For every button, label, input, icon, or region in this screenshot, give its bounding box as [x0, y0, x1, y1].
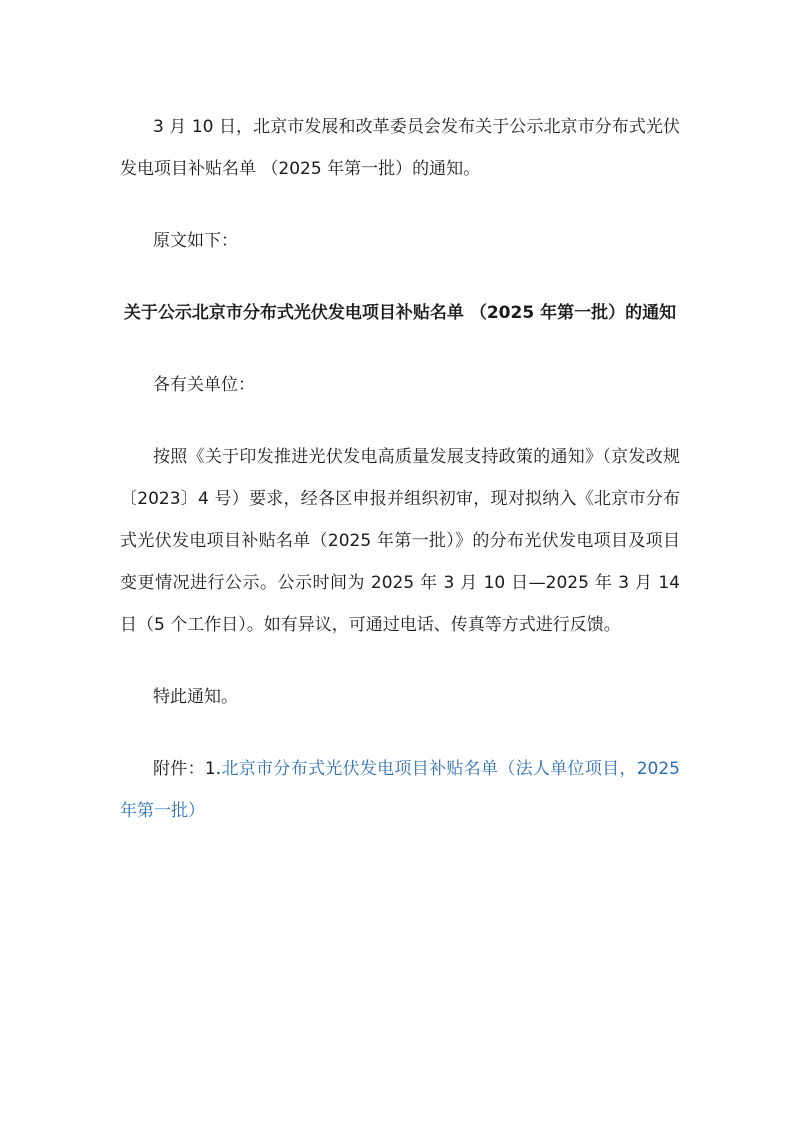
original-text-label: 原文如下：: [153, 231, 238, 251]
document-page: [120, 106, 680, 862]
attachment-link[interactable]: 北京市分布式光伏发电项目补贴名单（法人单位项目，2025 年第一批）: [120, 759, 680, 821]
attachment-prefix: 附件：1.: [153, 759, 222, 779]
closing: 特此通知。: [153, 687, 238, 707]
intro-paragraph: 3 月 10 日，北京市发展和改革委员会发布关于公示北京市分布式光伏发电项目补贴名单 （2025 年第一批）的通知。: [120, 117, 680, 179]
salutation: 各有关单位：: [153, 375, 255, 395]
attachment-line: [120, 748, 680, 832]
body-paragraph: 按照《关于印发推进光伏发电高质量发展支持政策的通知》（京发改规〔2023〕4 号）要求，经各区申报并组织初审，现对拟纳入《北京市分布式光伏发电项目补贴名单（2025 年第一批）》的分布光伏发电项目及项目变更情况进行公示。公示时间为 2025 年 3 月 10 日—2025 年 3 月 14 日（5 个工作日）。如有异议，可通过电话、传真等方式进行反馈。: [120, 447, 680, 635]
notice-title: 关于公示北京市分布式光伏发电项目补贴名单 （2025 年第一批）的通知: [123, 303, 677, 323]
